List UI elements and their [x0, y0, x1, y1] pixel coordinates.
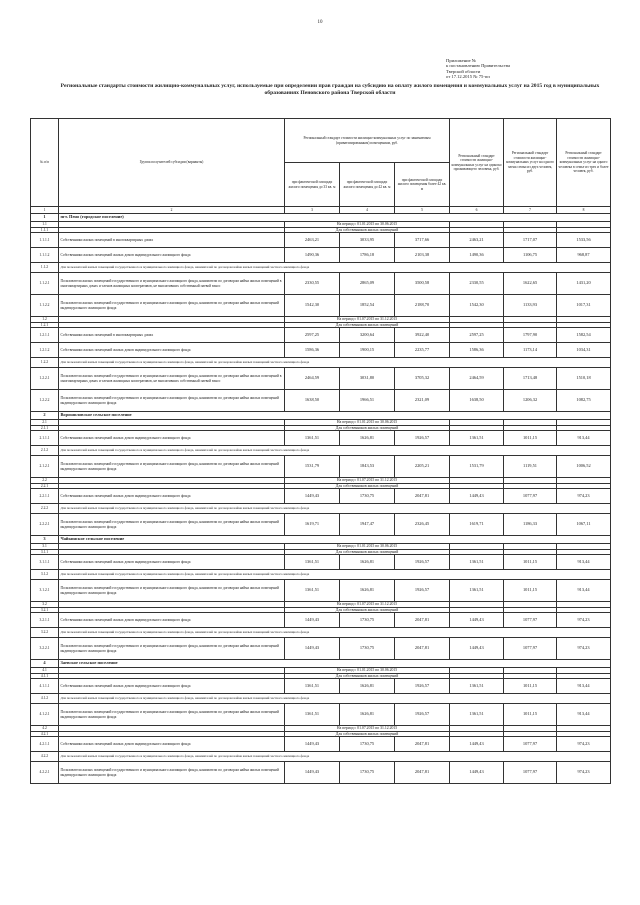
table-row	[31, 704, 611, 726]
table-row	[31, 368, 611, 390]
row-number: 2.1.2	[31, 446, 59, 456]
header-two-person: Региональный стандарт стоимости жилищно-коммунальных услуг на одного члена семьи из двух человек, руб.	[504, 119, 557, 207]
cost-value: 2188,70	[395, 295, 450, 317]
cost-value: 1843,53	[340, 456, 395, 478]
recipient-group: Собственники жилых помещений жилых домов индивидуального жилищного фонда	[59, 343, 285, 358]
cost-value: 1361,51	[285, 555, 340, 570]
cost-value: 2047,81	[395, 489, 450, 504]
cost-value: 2597,25	[285, 328, 340, 343]
row-number: 1.1	[31, 222, 59, 228]
municipality-row	[31, 660, 611, 668]
cost-value: 2103,38	[395, 248, 450, 263]
cost-value: 1449,43	[450, 762, 504, 784]
municipality-row	[31, 214, 611, 222]
recipient-group: Собственники жилых помещений в многоквартирных домах	[59, 233, 285, 248]
row-number: 4.1.2.1	[31, 704, 59, 726]
cost-value: 2330,55	[450, 273, 504, 295]
row-number: 2.1.1.1	[31, 431, 59, 446]
table-row	[31, 328, 611, 343]
column-number-row	[31, 207, 611, 214]
cost-value: 2330,55	[285, 273, 340, 295]
cost-value: 1449,43	[285, 638, 340, 660]
section-label: Для пользователей жилых помещений государственного и муниципального жилищного фонда, нанимателей по договорам найма жилых помещений частного жилищного фонда	[59, 694, 611, 704]
table-row	[31, 248, 611, 263]
cost-value: 1449,43	[450, 613, 504, 628]
table-row	[31, 514, 611, 536]
row-number: 3.2	[31, 602, 59, 608]
cost-value: 1186,33	[504, 514, 557, 536]
section-label: Для пользователей жилых помещений государственного и муниципального жилищного фонда, нанимателей по договорам найма жилых помещений частного жилищного фонда	[59, 263, 611, 273]
recipient-group: Собственники жилых помещений жилых домов индивидуального жилищного фонда	[59, 555, 285, 570]
cost-value: 1542,30	[285, 295, 340, 317]
col-number: 8	[557, 207, 611, 214]
row-number: 1.2.2	[31, 358, 59, 368]
section-row	[31, 358, 611, 368]
cost-value: 1786,18	[340, 248, 395, 263]
cost-value: 1011,15	[504, 679, 557, 694]
cost-value: 974,23	[557, 638, 611, 660]
cost-value: 1173,14	[504, 343, 557, 358]
cost-value: 913,44	[557, 704, 611, 726]
cost-value: 1077,97	[504, 737, 557, 752]
recipient-group: Пользователи жилых помещений государственного и муниципального жилищного фонда, наниматели по договорам найма жилых помещений индивидуального жилищного фонда	[59, 704, 285, 726]
section-label: Для пользователей жилых помещений государственного и муниципального жилищного фонда, нанимателей по договорам найма жилых помещений частного жилищного фонда	[59, 570, 611, 580]
row-number: 2.1.2.1	[31, 456, 59, 478]
row-number: 3.1.1.1	[31, 555, 59, 570]
cost-value: 1713,48	[504, 368, 557, 390]
cost-value: 1017,31	[557, 295, 611, 317]
row-number: 3.2.2	[31, 628, 59, 638]
cost-value: 1067,11	[557, 514, 611, 536]
section-row	[31, 628, 611, 638]
cost-value: 1730,75	[340, 737, 395, 752]
cost-value: 2047,81	[395, 613, 450, 628]
period-label: Для собственников жилых помещений	[285, 731, 450, 737]
row-number: 1.1.2	[31, 263, 59, 273]
row-number: 1.2.2.1	[31, 368, 59, 390]
appendix-line: к постановлению Правительства	[446, 63, 510, 69]
cost-value: 1361,51	[450, 555, 504, 570]
cost-value: 3922,40	[395, 328, 450, 343]
row-number: 1.1.2.1	[31, 273, 59, 295]
row-number: 4.1.1	[31, 673, 59, 679]
municipality-name: Чайкинское сельское поселение	[59, 536, 611, 544]
municipality-name: пгт. Пено (городское поселение)	[59, 214, 611, 222]
row-number: 3.1	[31, 544, 59, 550]
cost-value: 1077,97	[504, 762, 557, 784]
header-area-over-42: при фактической площади жилого помещения более 42 кв. м	[395, 163, 450, 207]
row-number: 2.2	[31, 478, 59, 484]
row-number: 4.2.1.1	[31, 737, 59, 752]
recipient-group: Собственники жилых помещений жилых домов индивидуального жилищного фонда	[59, 489, 285, 504]
cost-value: 1582,54	[557, 328, 611, 343]
cost-value: 1852,54	[340, 295, 395, 317]
cost-value: 1449,43	[285, 762, 340, 784]
table-row	[31, 679, 611, 694]
cost-value: 1533,56	[557, 233, 611, 248]
recipient-group: Собственники жилых помещений жилых домов индивидуального жилищного фонда	[59, 248, 285, 263]
cost-value: 968,87	[557, 248, 611, 263]
cost-value: 1006,52	[557, 456, 611, 478]
cost-value: 2463,21	[450, 233, 504, 248]
row-number: 3.2.1	[31, 607, 59, 613]
cost-value: 974,23	[557, 489, 611, 504]
document-title: Региональные стандарты стоимости жилищно-коммунальных услуг, используемые при определении прав граждан на субсидию на оплату жилого помещения и коммунальных услуг на 2015 год в муниципальных образованиях Пеновского района Тверской области	[60, 83, 600, 96]
row-number: 1	[31, 214, 59, 222]
section-label: Для пользователей жилых помещений государственного и муниципального жилищного фонда, нанимателей по договорам найма жилых помещений частного жилищного фонда	[59, 358, 611, 368]
municipality-row	[31, 412, 611, 420]
municipality-row	[31, 536, 611, 544]
recipient-group: Пользователи жилых помещений государственного и муниципального жилищного фонда, наниматели по договорам найма жилых помещений индивидуального жилищного фонда	[59, 762, 285, 784]
row-number: 1.1.1.1	[31, 233, 59, 248]
municipality-name: Ворошиловское сельское поселение	[59, 412, 611, 420]
cost-value: 913,44	[557, 580, 611, 602]
cost-value: 1926,57	[395, 679, 450, 694]
row-number: 1.2.1.1	[31, 328, 59, 343]
appendix-line: Приложение №	[446, 58, 477, 63]
period-label: Для собственников жилых помещений	[285, 549, 450, 555]
row-number: 2.1.1	[31, 425, 59, 431]
cost-value: 1034,31	[557, 343, 611, 358]
municipality-name: Заевское сельское поселение	[59, 660, 611, 668]
header-rss-group: Региональный стандарт стоимости жилищно-коммунальных услуг по занимаемым (приватизированным) помещениям, руб.	[285, 119, 450, 163]
row-number: 3.1.2	[31, 570, 59, 580]
header-single: Региональный стандарт стоимости жилищно-коммунальных услуг на одиноко проживающего человека, руб.	[450, 119, 504, 207]
cost-value: 913,44	[557, 431, 611, 446]
cost-value: 1077,97	[504, 489, 557, 504]
row-number: 3.2.1.1	[31, 613, 59, 628]
period-label: На период с 01.01.2015 по 30.06.2015	[285, 222, 450, 228]
cost-value: 974,23	[557, 737, 611, 752]
cost-value: 1361,51	[450, 431, 504, 446]
cost-value: 1106,75	[504, 248, 557, 263]
cost-value: 1133,93	[504, 295, 557, 317]
row-number: 4.2.2	[31, 752, 59, 762]
page-number: 10	[317, 20, 323, 25]
cost-value: 1531,79	[450, 456, 504, 478]
recipient-group: Собственники жилых помещений жилых домов индивидуального жилищного фонда	[59, 737, 285, 752]
cost-value: 1361,51	[450, 679, 504, 694]
cost-value: 1011,15	[504, 555, 557, 570]
cost-value: 3717,66	[395, 233, 450, 248]
cost-value: 1638,50	[285, 390, 340, 412]
section-row	[31, 752, 611, 762]
appendix-line: от 17.12.2015 № 75-пп	[446, 74, 490, 80]
cost-value: 1626,81	[340, 431, 395, 446]
cost-value: 2326,45	[395, 514, 450, 536]
row-number: 3.1.2.1	[31, 580, 59, 602]
cost-value: 1947,47	[340, 514, 395, 536]
col-number: 4	[340, 207, 395, 214]
cost-value: 1626,81	[340, 580, 395, 602]
table-row	[31, 762, 611, 784]
row-number: 2.2.1	[31, 483, 59, 489]
period-label: Для собственников жилых помещений	[285, 483, 450, 489]
cost-value: 2464,59	[285, 368, 340, 390]
cost-value: 1490,36	[285, 248, 340, 263]
period-label: На период с 01.07.2015 по 31.12.2015	[285, 726, 450, 732]
table-row	[31, 343, 611, 358]
table-row	[31, 233, 611, 248]
cost-value: 3031,80	[340, 368, 395, 390]
cost-value: 1361,51	[285, 580, 340, 602]
recipient-group: Пользователи жилых помещений государственного и муниципального жилищного фонда, наниматели по договорам найма жилых помещений индивидуального жилищного фонда	[59, 390, 285, 412]
section-label: Для пользователей жилых помещений государственного и муниципального жилищного фонда, нанимателей по договорам найма жилых помещений частного жилищного фонда	[59, 628, 611, 638]
cost-value: 2597,25	[450, 328, 504, 343]
cost-value: 1361,51	[450, 704, 504, 726]
table-row	[31, 580, 611, 602]
header-num: № п/п	[31, 119, 59, 207]
section-row	[31, 446, 611, 456]
recipient-group: Пользователи жилых помещений государственного и муниципального жилищного фонда, наниматели по договорам найма жилых помещений индивидуального жилищного фонда	[59, 295, 285, 317]
cost-value: 913,44	[557, 555, 611, 570]
period-label: Для собственников жилых помещений	[285, 322, 450, 328]
cost-value: 2047,81	[395, 638, 450, 660]
period-label: На период с 01.07.2015 по 31.12.2015	[285, 478, 450, 484]
cost-value: 1449,43	[285, 737, 340, 752]
cost-value: 1626,81	[340, 679, 395, 694]
recipient-group: Собственники жилых помещений жилых домов индивидуального жилищного фонда	[59, 679, 285, 694]
cost-value: 1431,20	[557, 273, 611, 295]
cost-value: 1730,75	[340, 638, 395, 660]
cost-value: 1510,18	[557, 368, 611, 390]
row-number: 4.2	[31, 726, 59, 732]
cost-value: 2235,77	[395, 343, 450, 358]
cost-value: 3500,58	[395, 273, 450, 295]
period-label: На период с 01.01.2015 по 30.06.2015	[285, 544, 450, 550]
cost-value: 1119,51	[504, 456, 557, 478]
period-label: Для собственников жилых помещений	[285, 607, 450, 613]
cost-value: 1926,57	[395, 555, 450, 570]
recipient-group: Пользователи жилых помещений государственного и муниципального жилищного фонда, наниматели по договорам найма жилых помещений индивидуального жилищного фонда	[59, 638, 285, 660]
recipient-group: Пользователи жилых помещений государственного и муниципального жилищного фонда, наниматели по договорам найма жилых помещений в многоквартирных домах и членов жилищных кооперативов, не выплативших собственный паевой взнос	[59, 368, 285, 390]
cost-value: 1449,43	[285, 489, 340, 504]
cost-value: 1586,36	[450, 343, 504, 358]
standards-table	[30, 118, 611, 784]
period-label: Для собственников жилых помещений	[285, 673, 450, 679]
col-number: 7	[504, 207, 557, 214]
period-label: На период с 01.07.2015 по 31.12.2015	[285, 317, 450, 323]
cost-value: 1619,71	[450, 514, 504, 536]
cost-value: 1542,30	[450, 295, 504, 317]
cost-value: 1361,51	[450, 580, 504, 602]
cost-value: 3033,95	[340, 233, 395, 248]
cost-value: 1449,43	[450, 737, 504, 752]
cost-value: 2463,21	[285, 233, 340, 248]
cost-value: 1082,75	[557, 390, 611, 412]
cost-value: 1077,97	[504, 613, 557, 628]
cost-value: 1626,81	[340, 555, 395, 570]
row-number: 1.1.2.2	[31, 295, 59, 317]
recipient-group: Собственники жилых помещений жилых домов индивидуального жилищного фонда	[59, 431, 285, 446]
cost-value: 1206,32	[504, 390, 557, 412]
cost-value: 1900,15	[340, 343, 395, 358]
cost-value: 2464,59	[450, 368, 504, 390]
col-number: 2	[59, 207, 285, 214]
cost-value: 1730,75	[340, 762, 395, 784]
period-label: На период с 01.01.2015 по 30.06.2015	[285, 420, 450, 426]
row-number: 2	[31, 412, 59, 420]
cost-value: 1361,51	[285, 679, 340, 694]
recipient-group: Собственники жилых помещений в многоквартирных домах	[59, 328, 285, 343]
cost-value: 2321,09	[395, 390, 450, 412]
row-number: 4.1	[31, 668, 59, 674]
row-number: 4.2.1	[31, 731, 59, 737]
recipient-group: Пользователи жилых помещений государственного и муниципального жилищного фонда, наниматели по договорам найма жилых помещений индивидуального жилищного фонда	[59, 456, 285, 478]
col-number: 6	[450, 207, 504, 214]
row-number: 3	[31, 536, 59, 544]
cost-value: 1586,36	[285, 343, 340, 358]
cost-value: 1966,51	[340, 390, 395, 412]
row-number: 3.1.1	[31, 549, 59, 555]
row-number: 3.2.2.1	[31, 638, 59, 660]
row-number: 1.1.1.2	[31, 248, 59, 263]
recipient-group: Пользователи жилых помещений государственного и муниципального жилищного фонда, наниматели по договорам найма жилых помещений индивидуального жилищного фонда	[59, 514, 285, 536]
section-label: Для пользователей жилых помещений государственного и муниципального жилищного фонда, нанимателей по договорам найма жилых помещений частного жилищного фонда	[59, 752, 611, 762]
cost-value: 1730,75	[340, 489, 395, 504]
cost-value: 1926,57	[395, 431, 450, 446]
row-number: 1.1.1	[31, 227, 59, 233]
recipient-group: Пользователи жилых помещений государственного и муниципального жилищного фонда, наниматели по договорам найма жилых помещений в многоквартирных домах и членов жилищных кооперативов, не выплативших собственный паевой взнос	[59, 273, 285, 295]
cost-value: 1449,43	[450, 489, 504, 504]
appendix-line: Тверской области	[446, 68, 481, 74]
cost-value: 1077,97	[504, 638, 557, 660]
cost-value: 1926,57	[395, 704, 450, 726]
table-row	[31, 390, 611, 412]
table-row	[31, 489, 611, 504]
row-number: 1.2.1.2	[31, 343, 59, 358]
row-number: 1.2.2.2	[31, 390, 59, 412]
cost-value: 913,44	[557, 679, 611, 694]
cost-value: 1011,15	[504, 431, 557, 446]
cost-value: 1011,15	[504, 704, 557, 726]
period-label: На период с 01.01.2015 по 30.06.2015	[285, 668, 450, 674]
cost-value: 2047,81	[395, 737, 450, 752]
cost-value: 1619,71	[285, 514, 340, 536]
row-number: 4.1.1.1	[31, 679, 59, 694]
row-number: 2.2.1.1	[31, 489, 59, 504]
cost-value: 974,23	[557, 762, 611, 784]
header-group: Группа получателей субсидии (варианты)	[59, 119, 285, 207]
table-row	[31, 638, 611, 660]
table-row	[31, 555, 611, 570]
cost-value: 2865,09	[340, 273, 395, 295]
cost-value: 1449,43	[285, 613, 340, 628]
section-label: Для пользователей жилых помещений государственного и муниципального жилищного фонда, нанимателей по договорам найма жилых помещений частного жилищного фонда	[59, 504, 611, 514]
appendix-block	[446, 58, 606, 80]
table-row	[31, 613, 611, 628]
period-label: Для собственников жилых помещений	[285, 425, 450, 431]
section-row	[31, 504, 611, 514]
table-header	[31, 119, 611, 214]
cost-value: 1011,15	[504, 580, 557, 602]
cost-value: 1361,51	[285, 431, 340, 446]
col-number: 3	[285, 207, 340, 214]
table-row	[31, 295, 611, 317]
cost-value: 1730,75	[340, 613, 395, 628]
col-number: 1	[31, 207, 59, 214]
cost-value: 3200,64	[340, 328, 395, 343]
period-label: На период с 01.07.2015 по 31.12.2015	[285, 602, 450, 608]
recipient-group: Собственники жилых помещений жилых домов индивидуального жилищного фонда	[59, 613, 285, 628]
section-row	[31, 570, 611, 580]
row-number: 4.2.2.1	[31, 762, 59, 784]
recipient-group: Пользователи жилых помещений государственного и муниципального жилищного фонда, наниматели по договорам найма жилых помещений индивидуального жилищного фонда	[59, 580, 285, 602]
section-label: Для пользователей жилых помещений государственного и муниципального жилищного фонда, нанимателей по договорам найма жилых помещений частного жилищного фонда	[59, 446, 611, 456]
col-number: 5	[395, 207, 450, 214]
table-body	[31, 214, 611, 784]
cost-value: 974,23	[557, 613, 611, 628]
row-number: 2.2.2.1	[31, 514, 59, 536]
cost-value: 1449,43	[450, 638, 504, 660]
cost-value: 1717,07	[504, 233, 557, 248]
cost-value: 3705,32	[395, 368, 450, 390]
cost-value: 1490,36	[450, 248, 504, 263]
cost-value: 1531,79	[285, 456, 340, 478]
period-label: Для собственников жилых помещений	[285, 227, 450, 233]
row-number: 1.2.1	[31, 322, 59, 328]
cost-value: 1797,90	[504, 328, 557, 343]
row-number: 2.2.2	[31, 504, 59, 514]
cost-value: 2047,81	[395, 762, 450, 784]
table-row	[31, 737, 611, 752]
header-area-33: при фактической площади жилого помещения до 33 кв. м	[285, 163, 340, 207]
header-three-plus: Региональный стандарт стоимости жилищно-коммунальных услуг на одного человека в семье из трех и более человек, руб.	[557, 119, 611, 207]
cost-value: 1926,57	[395, 580, 450, 602]
cost-value: 1626,81	[340, 704, 395, 726]
cost-value: 1638,50	[450, 390, 504, 412]
row-number: 4.1.2	[31, 694, 59, 704]
cost-value: 2205,21	[395, 456, 450, 478]
header-area-42: при фактической площади жилого помещения до 42 кв. м	[340, 163, 395, 207]
table-row	[31, 456, 611, 478]
row-number: 2.1	[31, 420, 59, 426]
cost-value: 1622,65	[504, 273, 557, 295]
table-row	[31, 273, 611, 295]
row-number: 1.2	[31, 317, 59, 323]
table-row	[31, 431, 611, 446]
section-row	[31, 694, 611, 704]
section-row	[31, 263, 611, 273]
row-number: 4	[31, 660, 59, 668]
cost-value: 1361,51	[285, 704, 340, 726]
